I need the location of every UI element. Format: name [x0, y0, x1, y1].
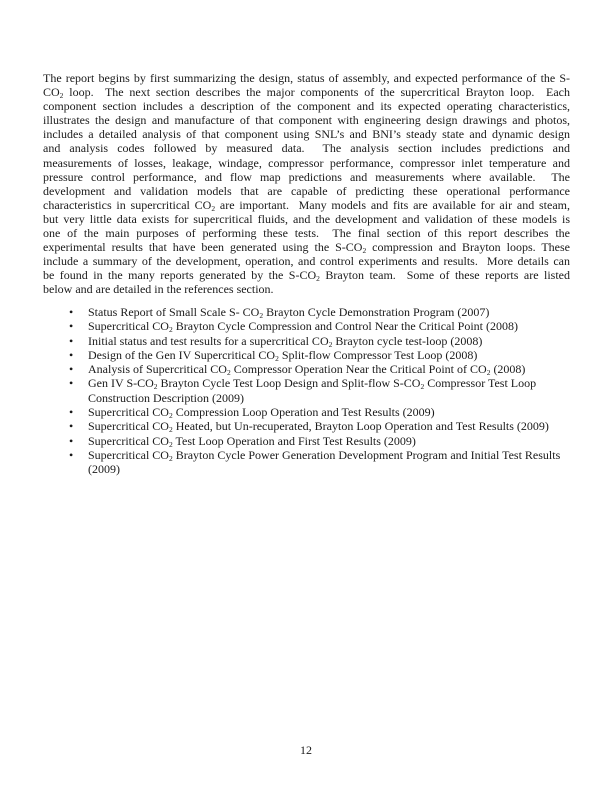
report-title: Initial status and test results for a supercritical $CO_2$ Brayton cycle test-loop (2008)	[88, 333, 483, 349]
report-list-item	[69, 333, 612, 349]
report-title: Supercritical $CO_2$ Heated, but Un-recuperated, Brayton Loop Operation and Test Results (2009)	[88, 419, 549, 435]
paragraph-line: development and validation models that are capable of predicting these operational performance	[43, 183, 570, 198]
bullet-icon: •	[69, 376, 74, 391]
paragraph-line: measurements of losses, leakage, windage, compressor performance, compressor inlet temperature and	[43, 155, 570, 170]
report-title: Supercritical $CO_2$ Test Loop Operation and First Test Results (2009)	[88, 433, 416, 449]
report-list-item	[69, 305, 612, 320]
page-number: 12	[300, 743, 312, 757]
report-list-item	[69, 433, 612, 449]
paragraph-line: and analysis codes followed by measured data. The analysis section includes predictions and	[43, 141, 570, 156]
bullet-icon: •	[69, 447, 74, 462]
report-title: Supercritical $CO_2$ Brayton Cycle Compression and Control Near the Critical Point (2008)	[88, 319, 519, 335]
report-list-item	[69, 447, 612, 477]
report-title: Analysis of Supercritical $CO_2$ Compressor Operation Near the Critical Point of $CO_2$ (2008)	[88, 362, 526, 378]
paragraph-line: but very little data exists for supercritical fluids, and the development and validation of these models is	[43, 211, 570, 226]
intro-paragraph	[43, 71, 570, 297]
report-title: Supercritical $CO_2$ Compression Loop Operation and Test Results (2009)	[88, 405, 435, 421]
paragraph-line: pressure control performance, and flow map predictions and measurements where available. The	[43, 169, 570, 184]
paragraph-line: characteristics in supercritical $CO_2$ are important. Many models and fits are available for air and steam,	[43, 197, 570, 213]
report-title: Gen IV $S-CO_2$ Brayton Cycle Test Loop Design and Split-flow $S-CO_2$ Compressor Test Loop Construction Description (2009)	[88, 376, 537, 405]
bullet-icon: •	[69, 333, 74, 348]
bullet-icon: •	[69, 305, 74, 319]
paragraph-line: be found in the many reports generated by the $S-CO_2$ Brayton team. Some of these reports are listed	[43, 268, 570, 284]
bullet-icon: •	[69, 433, 74, 448]
report-title: Design of the Gen IV Supercritical $CO_2$ Split-flow Compressor Test Loop (2008)	[88, 347, 478, 363]
report-title: Supercritical $CO_2$ Brayton Cycle Power Generation Development Program and Initial Test Results (2009)	[88, 447, 561, 477]
paragraph-line: $CO_2$ loop. The next section describes the major components of the supercritical Brayton loop. Each	[43, 85, 570, 101]
bullet-icon: •	[69, 347, 74, 362]
report-title: Status Report of Small Scale S- $CO_2$ Brayton Cycle Demonstration Program (2007)	[88, 305, 490, 320]
report-list-item	[69, 319, 612, 335]
report-list-item	[69, 362, 612, 378]
paragraph-line: component section includes a description of the component and its expected operating characteristics,	[43, 99, 570, 114]
report-list	[43, 305, 612, 477]
bullet-icon: •	[69, 319, 74, 334]
bullet-icon: •	[69, 405, 74, 420]
paragraph-line: include a summary of the development, operation, and control experiments and results. More details can	[43, 254, 570, 269]
paragraph-line: includes a detailed analysis of that component using SNL’s and BNI’s steady state and dynamic design	[43, 127, 570, 142]
bullet-icon: •	[69, 419, 74, 434]
bullet-icon: •	[69, 362, 74, 377]
report-list-item	[69, 419, 612, 435]
paragraph-line: The report begins by first summarizing the design, status of assembly, and expected performance of the S-	[43, 71, 570, 85]
paragraph-line: one of the main purposes of performing these tests. The final section of this report describes the	[43, 226, 570, 241]
report-list-item	[69, 347, 612, 363]
paragraph-line: below and are detailed in the references section.	[43, 282, 274, 297]
report-list-item	[69, 376, 612, 405]
report-list-item	[69, 405, 612, 421]
paragraph-line: illustrates the design and manufacture of that component with engineering design drawings and photos,	[43, 113, 570, 128]
paragraph-line: experimental results that have been generated using the $S-CO_2$ compression and Brayton loops. These	[43, 240, 570, 256]
